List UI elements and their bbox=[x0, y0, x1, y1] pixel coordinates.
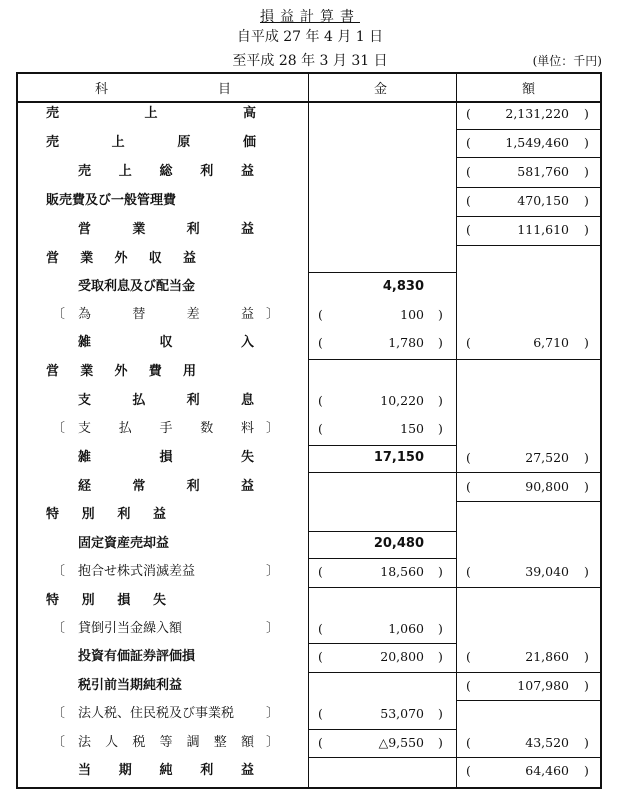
label-bracket-close: 〕 bbox=[266, 621, 280, 636]
right-row-line bbox=[456, 359, 602, 360]
unit-label: (単位：千円) bbox=[532, 54, 602, 68]
paren-close: ) bbox=[584, 735, 589, 750]
paren-open: ( bbox=[318, 621, 323, 636]
right-row-line bbox=[456, 216, 602, 217]
right-amount: 2,131,220 bbox=[505, 106, 569, 121]
paren-close: ) bbox=[438, 621, 443, 636]
paren-open: ( bbox=[466, 479, 471, 494]
mid-amount: 17,150 bbox=[373, 450, 424, 465]
row-label: 貸倒引当金繰入額 bbox=[78, 621, 183, 636]
column-header-amount-right: 額 bbox=[522, 82, 536, 97]
label-bracket-open: 〔 bbox=[52, 307, 66, 322]
paren-close: ) bbox=[584, 106, 589, 121]
row-label: 支 払 利 息 bbox=[78, 393, 254, 408]
paren-close: ) bbox=[584, 450, 589, 465]
right-row-line bbox=[456, 757, 602, 758]
right-row-line bbox=[456, 700, 602, 701]
right-amount: 43,520 bbox=[525, 735, 569, 750]
mid-amount: 10,220 bbox=[380, 393, 424, 408]
paren-open: ( bbox=[466, 649, 471, 664]
mid-amount: 53,070 bbox=[380, 706, 424, 721]
right-amount: 470,150 bbox=[517, 193, 569, 208]
paren-open: ( bbox=[466, 450, 471, 465]
column-header-item-b: 目 bbox=[218, 82, 232, 97]
column-divider-mid bbox=[308, 72, 309, 789]
mid-amount: 1,780 bbox=[388, 335, 424, 350]
paren-close: ) bbox=[584, 479, 589, 494]
paren-open: ( bbox=[466, 763, 471, 778]
right-row-line bbox=[456, 157, 602, 158]
right-row-line bbox=[456, 587, 602, 588]
right-amount: 107,980 bbox=[517, 678, 569, 693]
right-row-line bbox=[456, 129, 602, 130]
mid-amount: 20,800 bbox=[380, 649, 424, 664]
row-label: 投資有価証券評価損 bbox=[78, 649, 196, 664]
mid-group-line bbox=[308, 272, 456, 273]
row-label: 税引前当期純利益 bbox=[78, 678, 183, 693]
paren-close: ) bbox=[438, 307, 443, 322]
label-bracket-close: 〕 bbox=[266, 307, 280, 322]
column-header-item-a: 科 bbox=[95, 82, 109, 97]
row-label: 支 払 手 数 料 bbox=[78, 421, 254, 436]
paren-open: ( bbox=[318, 649, 323, 664]
paren-open: ( bbox=[466, 564, 471, 579]
row-label: 雑 収 入 bbox=[78, 335, 254, 350]
paren-open: ( bbox=[318, 421, 323, 436]
mid-group-line bbox=[308, 445, 456, 446]
paren-open: ( bbox=[318, 307, 323, 322]
row-label: 法人税、住民税及び事業税 bbox=[78, 706, 235, 721]
row-label: 特 別 損 失 bbox=[46, 593, 166, 608]
column-header-amount-mid: 金 bbox=[374, 82, 388, 97]
right-amount: 90,800 bbox=[525, 479, 569, 494]
label-bracket-close: 〕 bbox=[266, 706, 280, 721]
paren-close: ) bbox=[584, 222, 589, 237]
right-amount: 64,460 bbox=[525, 763, 569, 778]
paren-open: ( bbox=[466, 164, 471, 179]
paren-close: ) bbox=[584, 335, 589, 350]
paren-open: ( bbox=[466, 735, 471, 750]
mid-group-line bbox=[308, 757, 456, 758]
row-label: 雑 損 失 bbox=[78, 450, 254, 465]
label-bracket-close: 〕 bbox=[266, 735, 280, 750]
mid-amount: 1,060 bbox=[388, 621, 424, 636]
paren-open: ( bbox=[466, 222, 471, 237]
paren-close: ) bbox=[584, 678, 589, 693]
mid-group-line bbox=[308, 558, 456, 559]
paren-open: ( bbox=[318, 393, 323, 408]
right-amount: 39,040 bbox=[525, 564, 569, 579]
paren-close: ) bbox=[584, 135, 589, 150]
paren-open: ( bbox=[466, 335, 471, 350]
right-amount: 27,520 bbox=[525, 450, 569, 465]
mid-group-line bbox=[308, 643, 456, 644]
right-amount: 1,549,460 bbox=[505, 135, 569, 150]
right-row-line bbox=[456, 501, 602, 502]
mid-amount: 100 bbox=[400, 307, 424, 322]
right-row-line bbox=[456, 672, 602, 673]
row-label: 法 人 税 等 調 整 額 bbox=[78, 735, 254, 750]
paren-close: ) bbox=[438, 564, 443, 579]
statement-title: 損益計算書 bbox=[260, 9, 360, 25]
mid-amount: 4,830 bbox=[382, 279, 424, 294]
right-amount: 111,610 bbox=[517, 222, 569, 237]
row-label: 特 別 利 益 bbox=[46, 507, 166, 522]
mid-amount: 18,560 bbox=[380, 564, 424, 579]
mid-amount: △9,550 bbox=[378, 735, 424, 750]
header-divider bbox=[16, 101, 602, 103]
paren-close: ) bbox=[438, 649, 443, 664]
row-label: 受取利息及び配当金 bbox=[78, 279, 196, 294]
right-amount: 581,760 bbox=[517, 164, 569, 179]
label-bracket-open: 〔 bbox=[52, 706, 66, 721]
right-amount: 6,710 bbox=[533, 335, 569, 350]
row-label: 抱合せ株式消滅差益 bbox=[78, 564, 196, 579]
mid-group-line bbox=[308, 729, 456, 730]
row-label: 為 替 差 益 bbox=[78, 307, 254, 322]
right-row-line bbox=[456, 472, 602, 473]
mid-group-line bbox=[308, 531, 456, 532]
row-label: 営 業 利 益 bbox=[78, 222, 254, 237]
paren-open: ( bbox=[466, 135, 471, 150]
paren-close: ) bbox=[584, 649, 589, 664]
paren-close: ) bbox=[438, 706, 443, 721]
paren-close: ) bbox=[438, 393, 443, 408]
label-bracket-open: 〔 bbox=[52, 421, 66, 436]
paren-open: ( bbox=[466, 106, 471, 121]
mid-group-line bbox=[308, 359, 456, 360]
paren-open: ( bbox=[466, 193, 471, 208]
row-label: 売 上 総 利 益 bbox=[78, 164, 254, 179]
mid-group-line bbox=[308, 672, 456, 673]
paren-open: ( bbox=[318, 335, 323, 350]
row-label: 営 業 外 収 益 bbox=[46, 251, 196, 266]
right-row-line bbox=[456, 187, 602, 188]
paren-close: ) bbox=[438, 335, 443, 350]
right-row-line bbox=[456, 245, 602, 246]
label-bracket-open: 〔 bbox=[52, 621, 66, 636]
paren-close: ) bbox=[438, 421, 443, 436]
mid-group-line bbox=[308, 587, 456, 588]
mid-amount: 20,480 bbox=[373, 536, 424, 551]
paren-open: ( bbox=[318, 735, 323, 750]
period-start: 自平成 27 年 4 月 1 日 bbox=[236, 29, 384, 45]
row-label: 固定資産売却益 bbox=[78, 536, 170, 551]
label-bracket-open: 〔 bbox=[52, 564, 66, 579]
mid-amount: 150 bbox=[400, 421, 424, 436]
mid-group-line bbox=[308, 472, 456, 473]
row-label: 売 上 高 bbox=[46, 106, 256, 121]
row-label: 当 期 純 利 益 bbox=[78, 763, 254, 778]
paren-close: ) bbox=[584, 193, 589, 208]
paren-close: ) bbox=[438, 735, 443, 750]
label-bracket-close: 〕 bbox=[266, 564, 280, 579]
column-divider-right bbox=[456, 72, 457, 789]
paren-close: ) bbox=[584, 564, 589, 579]
paren-open: ( bbox=[318, 564, 323, 579]
paren-close: ) bbox=[584, 763, 589, 778]
label-bracket-close: 〕 bbox=[266, 421, 280, 436]
paren-open: ( bbox=[318, 706, 323, 721]
paren-close: ) bbox=[584, 164, 589, 179]
label-bracket-open: 〔 bbox=[52, 735, 66, 750]
period-end: 至平成 28 年 3 月 31 日 bbox=[232, 53, 388, 69]
row-label: 経 常 利 益 bbox=[78, 479, 254, 494]
row-label: 売 上 原 価 bbox=[46, 135, 256, 150]
row-label: 販売費及び一般管理費 bbox=[46, 193, 177, 208]
right-amount: 21,860 bbox=[525, 649, 569, 664]
paren-open: ( bbox=[466, 678, 471, 693]
row-label: 営 業 外 費 用 bbox=[46, 364, 196, 379]
